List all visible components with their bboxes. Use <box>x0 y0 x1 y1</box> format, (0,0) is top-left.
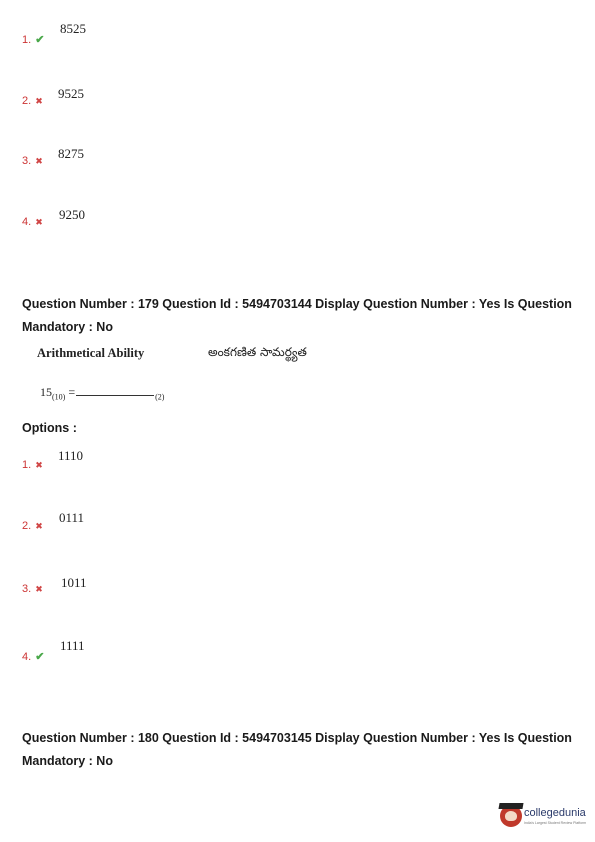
subject-english: Arithmetical Ability <box>37 346 145 360</box>
cross-icon: ✖ <box>35 460 43 470</box>
option-value: 1011 <box>61 575 87 590</box>
question-expression: $15_{(10)} = _{(2)}$ <box>40 385 165 402</box>
option-number: 3. ✖ <box>22 583 43 595</box>
option-value: 8275 <box>58 146 84 161</box>
option-value: 9250 <box>59 207 85 222</box>
cross-icon: ✖ <box>35 584 43 594</box>
check-icon: ✔ <box>35 34 45 46</box>
option-number: 3. ✖ <box>22 155 43 167</box>
option-number: 2. ✖ <box>22 95 43 107</box>
check-icon: ✔ <box>35 651 45 663</box>
option-value: 9525 <box>58 86 84 101</box>
option-number: 4. ✔ <box>22 651 45 663</box>
answer-blank <box>76 395 154 396</box>
subject-telugu: అంకగణిత సామర్థ్యత <box>208 345 307 359</box>
cross-icon: ✖ <box>35 217 43 227</box>
cross-icon: ✖ <box>35 96 43 106</box>
cross-icon: ✖ <box>35 156 43 166</box>
options-label: Options : <box>22 421 77 435</box>
cross-icon: ✖ <box>35 521 43 531</box>
option-number: 2. ✖ <box>22 520 43 532</box>
option-value: 1110 <box>58 448 84 463</box>
logo-tagline: India's Largest Student Review Platform <box>524 821 587 825</box>
option-number: 1. ✔ <box>22 34 45 46</box>
collegedunia-logo <box>500 803 592 831</box>
logo-text: collegedunia <box>524 807 586 819</box>
option-value: 8525 <box>60 21 86 36</box>
option-value: 0111 <box>59 510 85 525</box>
question-179-header: Question Number : 179 Question Id : 5494703144 Display Question Number : Yes Is Question Mandatory : No <box>22 297 572 334</box>
question-180-header: Question Number : 180 Question Id : 5494703145 Display Question Number : Yes Is Question Mandatory : No <box>22 731 572 768</box>
option-value: 1111 <box>60 638 85 653</box>
option-number: 4. ✖ <box>22 216 43 228</box>
graduation-cap-icon <box>498 803 523 809</box>
option-number: 1. ✖ <box>22 459 43 471</box>
